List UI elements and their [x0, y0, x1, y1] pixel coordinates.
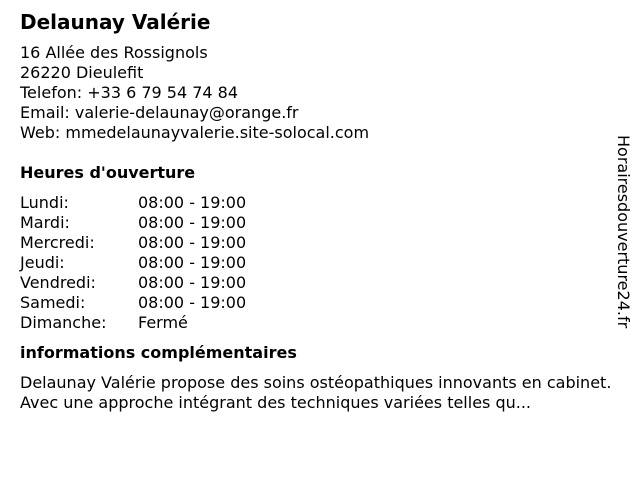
address-block	[20, 43, 620, 143]
hours-day: Jeudi:	[20, 253, 65, 272]
business-card	[20, 10, 620, 413]
opening-hours-heading: Heures d'ouverture	[20, 163, 196, 182]
hours-value: 08:00 - 19:00	[138, 253, 247, 272]
hours-value: 08:00 - 19:00	[138, 233, 247, 252]
hours-value: 08:00 - 19:00	[138, 213, 247, 232]
site-watermark: Horairesdouverture24.fr	[614, 135, 633, 329]
hours-row-saturday	[20, 293, 620, 313]
hours-row-wednesday	[20, 233, 620, 253]
hours-row-sunday	[20, 313, 620, 333]
hours-day: Vendredi:	[20, 273, 96, 292]
hours-day: Lundi:	[20, 193, 69, 212]
email-line: Email: valerie-delaunay@orange.fr	[20, 103, 299, 122]
opening-hours-table	[20, 193, 620, 333]
hours-day: Mercredi:	[20, 233, 95, 252]
hours-value: 08:00 - 19:00	[138, 193, 247, 212]
hours-value: 08:00 - 19:00	[138, 273, 247, 292]
business-name: Delaunay Valérie	[20, 10, 211, 34]
hours-row-friday	[20, 273, 620, 293]
hours-row-monday	[20, 193, 620, 213]
hours-day: Mardi:	[20, 213, 70, 232]
hours-day: Samedi:	[20, 293, 86, 312]
phone-line: Telefon: +33 6 79 54 74 84	[20, 83, 239, 102]
hours-value: 08:00 - 19:00	[138, 293, 247, 312]
business-description: Delaunay Valérie propose des soins ostéopathiques innovants en cabinet. Avec une approche intégrant des techniques variées telles qu...	[20, 373, 612, 412]
hours-row-tuesday	[20, 213, 620, 233]
additional-info-heading: informations complémentaires	[20, 343, 297, 362]
address-city: 26220 Dieulefit	[20, 63, 144, 82]
address-street: 16 Allée des Rossignols	[20, 43, 208, 62]
web-line: Web: mmedelaunayvalerie.site-solocal.com	[20, 123, 370, 142]
hours-row-thursday	[20, 253, 620, 273]
hours-day: Dimanche:	[20, 313, 107, 332]
hours-value: Fermé	[138, 313, 188, 332]
